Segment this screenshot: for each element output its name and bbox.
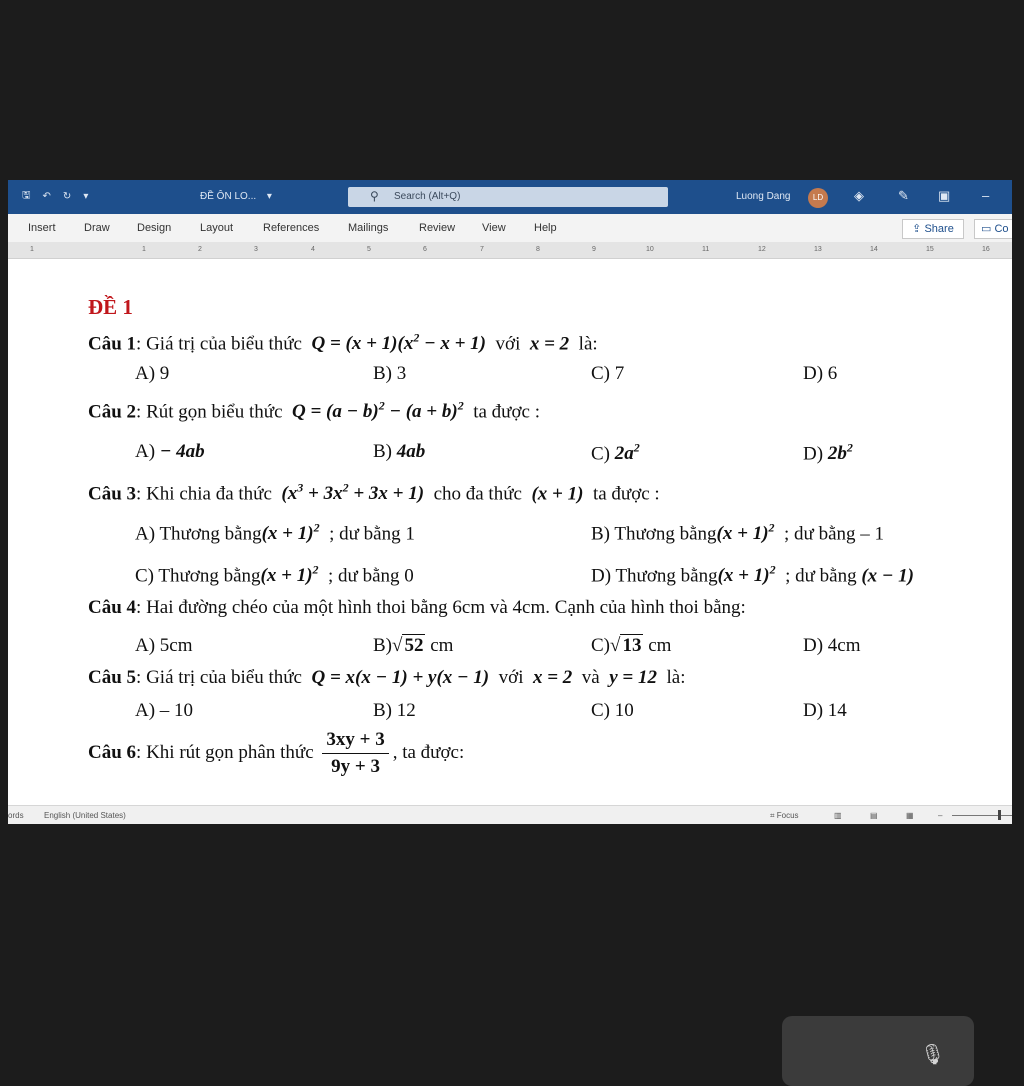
q2-expression: $Q = (a - b)^2 - (a + b)^2$ <box>287 399 464 423</box>
q1-option-a: A) 9 <box>135 363 170 384</box>
question-3-text: : Khi chia đa thức <box>136 483 272 505</box>
ruler-number: 13 <box>814 246 822 253</box>
ruler-number: 2 <box>198 246 202 253</box>
q3-option-a-suffix: ; dư bằng 1 <box>329 523 415 545</box>
question-6-label: Câu 6 <box>88 741 137 763</box>
q4-option-c: C)√ 13 cm <box>591 635 672 656</box>
share-button[interactable] <box>902 219 964 239</box>
q1-option-d: D) 6 <box>803 363 838 384</box>
question-3 <box>88 481 660 505</box>
question-5-and: và <box>581 667 600 688</box>
q4-option-c-unit: cm <box>648 635 672 656</box>
question-3-end: ta được : <box>592 483 660 505</box>
share-label: Share <box>924 223 954 235</box>
question-6-text: : Khi rút gọn phân thức <box>136 741 314 763</box>
question-1-end: là: <box>578 333 598 355</box>
q3-option-d-prefix: D) Thương bằng <box>591 565 718 587</box>
ruler-number: 8 <box>536 246 540 253</box>
q2-option-b-prefix: B) <box>373 441 392 462</box>
tab-help[interactable]: Help <box>534 222 557 234</box>
focus-mode[interactable] <box>770 811 799 821</box>
question-2-end: ta được : <box>473 401 540 423</box>
question-5 <box>88 667 686 689</box>
focus-icon: ⌗ <box>770 811 777 820</box>
q3-option-d: D) Thương bằng(x + 1)$^2$ ; dư bằng (x − 1) <box>591 563 915 587</box>
quick-access-toolbar <box>8 188 88 205</box>
ruler-number: 9 <box>592 246 596 253</box>
zoom-out-icon[interactable]: – <box>938 811 943 820</box>
question-6 <box>88 729 464 778</box>
q4-option-b-prefix: B) <box>373 635 392 656</box>
search-box[interactable] <box>348 187 668 207</box>
tab-draw[interactable]: Draw <box>84 222 110 234</box>
q5-option-b: B) 12 <box>373 700 416 721</box>
document-heading: ĐỀ 1 <box>88 295 133 319</box>
q2-option-c-prefix: C) <box>591 443 610 465</box>
question-5-label: Câu 5 <box>88 667 137 688</box>
status-bar <box>8 805 1012 824</box>
floating-control-panel <box>782 1016 974 1086</box>
q6-fraction: $\frac{3xy + 3}{9y + 3}$ <box>322 729 388 778</box>
q3-dividend: $(x^3 + 3x^2 + 3x + 1)$ <box>276 481 429 505</box>
ruler-number: 1 <box>30 246 34 253</box>
ruler-number: 1 <box>142 246 146 253</box>
q3-option-b: B) Thương bằng(x + 1)$^2$ ; dư bằng – 1 <box>591 521 885 545</box>
q3-option-c-suffix: ; dư bằng 0 <box>328 565 414 587</box>
ribbon-display-icon[interactable]: ▣ <box>938 188 951 203</box>
tab-references[interactable]: References <box>263 222 320 234</box>
undo-icon[interactable]: ↶ <box>42 191 51 202</box>
focus-label: Focus <box>776 811 799 820</box>
q4-option-b: B)√ 52 cm <box>373 635 454 656</box>
word-count[interactable]: ords <box>8 811 24 820</box>
q2-option-d-prefix: D) <box>803 443 824 465</box>
chevron-down-icon: ▾ <box>266 191 272 202</box>
horizontal-ruler[interactable] <box>8 242 1012 259</box>
q5-option-c: C) 10 <box>591 700 634 721</box>
q3-option-b-suffix: ; dư bằng – 1 <box>784 523 885 545</box>
document-title-text: ĐỀ ÔN LO... <box>200 191 257 202</box>
ruler-number: 11 <box>702 246 710 253</box>
question-5-end: là: <box>666 667 686 688</box>
question-4 <box>88 597 746 619</box>
q2-option-c: C) $2a^2$ <box>591 441 640 465</box>
ruler-number: 14 <box>870 246 878 253</box>
ruler-number: 10 <box>646 246 654 253</box>
ribbon-tabs <box>8 214 1012 242</box>
language-indicator[interactable]: English (United States) <box>44 811 126 820</box>
question-1 <box>88 331 598 355</box>
avatar[interactable]: LD <box>808 188 828 208</box>
q3-option-c-prefix: C) Thương bằng <box>135 565 261 587</box>
question-1-label: Câu 1 <box>88 333 137 355</box>
q3-option-b-prefix: B) Thương bằng <box>591 523 717 545</box>
question-2-text: : Rút gọn biểu thức <box>136 401 283 423</box>
ruler-number: 15 <box>926 246 934 253</box>
q5-expression: Q = x(x − 1) + y(x − 1) <box>306 667 494 688</box>
q5-condition-x: x = 2 <box>528 667 578 688</box>
q3-option-d-suffix: ; dư bằng <box>785 565 857 587</box>
question-3-label: Câu 3 <box>88 483 137 505</box>
zoom-slider[interactable] <box>952 815 1012 816</box>
tab-insert[interactable]: Insert <box>28 222 56 234</box>
q3-divisor: (x + 1) <box>526 483 589 505</box>
q1-option-b: B) 3 <box>373 363 407 384</box>
question-2-label: Câu 2 <box>88 401 137 423</box>
pen-icon[interactable]: ✎ <box>898 188 909 203</box>
comments-label: Co <box>994 223 1009 235</box>
question-1-text: : Giá trị của biểu thức <box>136 333 302 355</box>
q1-option-c: C) 7 <box>591 363 625 384</box>
comment-icon: ▭ <box>981 223 995 235</box>
q5-condition-y: y = 12 <box>604 667 662 688</box>
minimize-icon[interactable]: – <box>982 188 990 203</box>
zoom-slider-thumb[interactable] <box>998 810 1001 820</box>
word-window <box>8 180 1012 824</box>
q4-option-d: D) 4cm <box>803 635 861 656</box>
q2-option-b: B) 4ab <box>373 441 426 462</box>
question-1-after: với <box>495 333 521 355</box>
title-bar <box>8 180 1012 214</box>
customize-qat-icon[interactable]: ▾ <box>83 191 89 202</box>
share-icon: ⇪ <box>912 223 925 235</box>
question-5-text: : Giá trị của biểu thức <box>136 667 302 688</box>
q2-option-a-prefix: A) <box>135 441 156 462</box>
user-name[interactable]: Luong Dang <box>736 191 791 202</box>
question-4-text: : Hai đường chéo của một hình thoi bằng 6cm và 4cm. Cạnh của hình thoi bằng: <box>136 597 746 618</box>
q4-option-c-prefix: C) <box>591 635 610 656</box>
q3-option-c: C) Thương bằng(x + 1)$^2$ ; dư bằng 0 <box>135 563 414 587</box>
q1-expression: $Q = (x + 1)(x^2 - x + 1)$ <box>306 331 491 355</box>
web-layout-icon[interactable]: ▦ <box>906 811 914 820</box>
ruler-number: 4 <box>311 246 315 253</box>
q3-option-a-prefix: A) Thương bằng <box>135 523 262 545</box>
read-mode-icon[interactable]: ▥ <box>834 811 842 820</box>
ruler-number: 7 <box>480 246 484 253</box>
muted-microphone-icon[interactable]: 🎙 <box>920 1044 946 1066</box>
tab-mailings[interactable]: Mailings <box>348 222 389 234</box>
tab-review[interactable]: Review <box>419 222 456 234</box>
ruler-number: 3 <box>254 246 258 253</box>
q3-option-a: A) Thương bằng(x + 1)$^2$ ; dư bằng 1 <box>135 521 415 545</box>
q5-option-d: D) 14 <box>803 700 847 721</box>
q5-option-a: A) – 10 <box>135 700 194 721</box>
ruler-number: 12 <box>758 246 766 253</box>
q2-option-d: D) $2b^2$ <box>803 441 853 465</box>
question-5-after: với <box>498 667 524 688</box>
redo-icon[interactable]: ↻ <box>62 191 72 202</box>
print-layout-icon[interactable]: ▤ <box>870 811 878 820</box>
q4-option-a: A) 5cm <box>135 635 193 656</box>
q1-condition: x = 2 <box>525 333 574 355</box>
search-icon: ⚲ <box>370 189 379 203</box>
ruler-number: 5 <box>367 246 371 253</box>
question-4-label: Câu 4 <box>88 597 137 618</box>
tab-layout[interactable]: Layout <box>200 222 234 234</box>
document-page[interactable] <box>8 259 1012 805</box>
q4-option-b-unit: cm <box>430 635 454 656</box>
comments-button[interactable] <box>974 219 1012 239</box>
ruler-number: 6 <box>423 246 427 253</box>
tab-design[interactable]: Design <box>137 222 172 234</box>
question-2 <box>88 399 540 423</box>
q2-option-a: A) − 4ab <box>135 441 205 462</box>
ruler-number: 16 <box>982 246 990 253</box>
diamond-icon[interactable]: ◈ <box>854 188 864 203</box>
document-title[interactable] <box>200 191 272 202</box>
question-6-end: , ta được: <box>392 741 465 763</box>
question-3-mid: cho đa thức <box>433 483 522 505</box>
tab-view[interactable]: View <box>482 222 506 234</box>
search-placeholder: Search (Alt+Q) <box>394 191 461 202</box>
save-icon[interactable]: 🖫 <box>22 190 31 201</box>
